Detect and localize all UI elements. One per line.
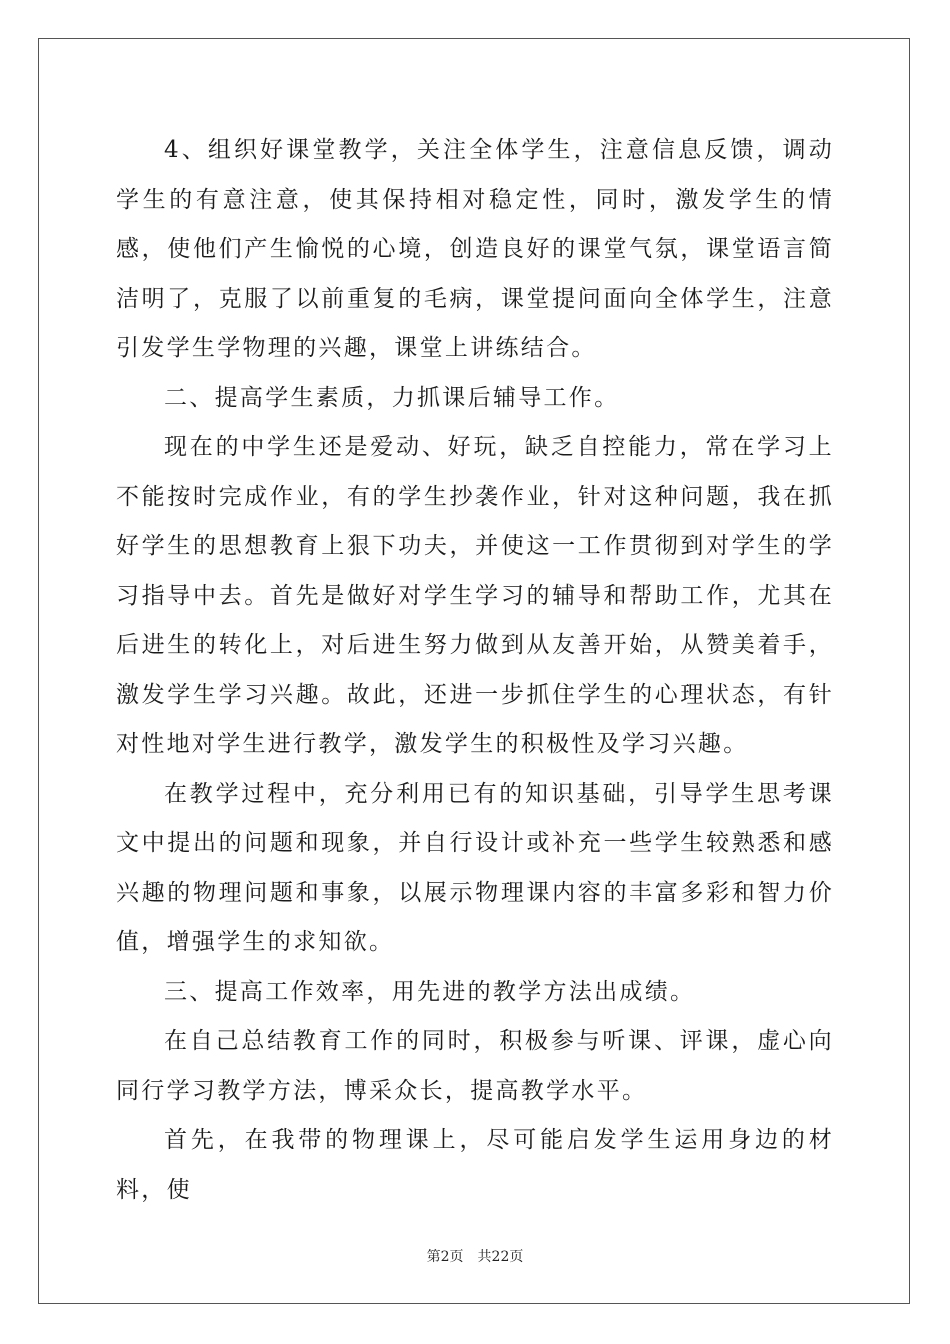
paragraph: 在自己总结教育工作的同时，积极参与听课、评课，虚心向同行学习教学方法，博采众长，提高教学水平。 <box>116 1028 834 1104</box>
section-heading: 二、提高学生素质，力抓课后辅导工作。 <box>164 384 620 411</box>
section-heading: 三、提高工作效率，用先进的教学方法出成绩。 <box>164 978 696 1005</box>
paragraph: 首先，在我带的物理课上，尽可能启发学生运用身边的材料，使 <box>116 1127 834 1203</box>
document-body <box>116 126 834 1215</box>
page-total: 共22页 <box>477 1249 524 1265</box>
page-number: 第2页 <box>426 1249 464 1265</box>
paragraph: 4、组织好课堂教学，关注全体学生，注意信息反馈，调动学生的有意注意，使其保持相对稳定性，同时，激发学生的情感，使他们产生愉悦的心境，创造良好的课堂气氛，课堂语言简洁明了，克服了以前重复的毛病，课堂提问面向全体学生，注意引发学生学物理的兴趣，课堂上讲练结合。 <box>116 137 834 361</box>
page-footer <box>0 1246 950 1266</box>
paragraph: 现在的中学生还是爱动、好玩，缺乏自控能力，常在学习上不能按时完成作业，有的学生抄袭作业，针对这种问题，我在抓好学生的思想教育上狠下功夫，并使这一工作贯彻到对学生的学习指导中去。首先是做好对学生学习的辅导和帮助工作，尤其在后进生的转化上，对后进生努力做到从友善开始，从赞美着手，激发学生学习兴趣。故此，还进一步抓住学生的心理状态，有针对性地对学生进行教学，激发学生的积极性及学习兴趣。 <box>116 434 834 757</box>
paragraph: 在教学过程中，充分利用已有的知识基础，引导学生思考课文中提出的问题和现象，并自行设计或补充一些学生较熟悉和感兴趣的物理问题和事象，以展示物理课内容的丰富多彩和智力价值，增强学生的求知欲。 <box>116 780 834 955</box>
